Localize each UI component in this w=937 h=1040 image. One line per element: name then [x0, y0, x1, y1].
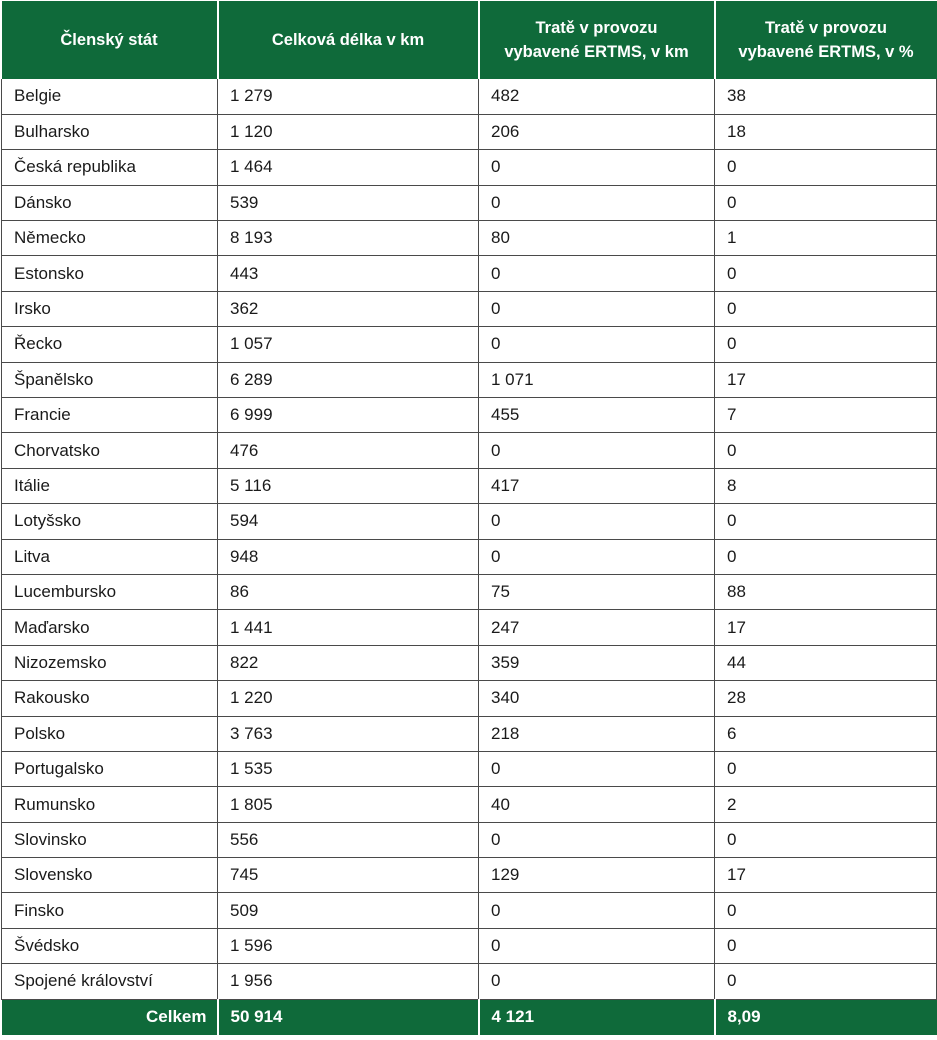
table-row [2, 822, 937, 857]
cell-ertms-pct: 0 [715, 327, 937, 362]
cell-ertms-pct: 0 [715, 822, 937, 857]
cell-total-length: 1 805 [218, 787, 479, 822]
cell-total-length: 1 535 [218, 751, 479, 786]
header-ertms-pct-line1: Tratě v provozu [765, 19, 887, 37]
cell-total-length: 822 [218, 645, 479, 680]
cell-ertms-km: 247 [479, 610, 715, 645]
cell-ertms-pct: 0 [715, 150, 937, 185]
table-row [2, 398, 937, 433]
table-row [2, 150, 937, 185]
cell-total-length: 509 [218, 893, 479, 928]
cell-member-state: Lucembursko [2, 574, 218, 609]
table-row [2, 787, 937, 822]
table-row [2, 645, 937, 680]
cell-ertms-pct: 1 [715, 221, 937, 256]
cell-ertms-km: 0 [479, 150, 715, 185]
table-row [2, 79, 937, 114]
cell-ertms-pct: 0 [715, 539, 937, 574]
cell-total-length: 5 116 [218, 468, 479, 503]
cell-member-state: Portugalsko [2, 751, 218, 786]
cell-ertms-km: 75 [479, 574, 715, 609]
cell-member-state: Litva [2, 539, 218, 574]
cell-member-state: Itálie [2, 468, 218, 503]
cell-ertms-pct: 88 [715, 574, 937, 609]
cell-ertms-pct: 0 [715, 433, 937, 468]
table-row [2, 362, 937, 397]
cell-total-length: 86 [218, 574, 479, 609]
cell-ertms-km: 0 [479, 504, 715, 539]
cell-member-state: Spojené království [2, 964, 218, 999]
cell-ertms-km: 359 [479, 645, 715, 680]
cell-ertms-pct: 28 [715, 681, 937, 716]
cell-ertms-pct: 38 [715, 79, 937, 114]
cell-total-length: 1 441 [218, 610, 479, 645]
cell-ertms-km: 0 [479, 893, 715, 928]
cell-member-state: Estonsko [2, 256, 218, 291]
cell-ertms-pct: 6 [715, 716, 937, 751]
cell-ertms-km: 0 [479, 539, 715, 574]
cell-ertms-km: 417 [479, 468, 715, 503]
cell-member-state: Švédsko [2, 928, 218, 963]
cell-total-length: 1 464 [218, 150, 479, 185]
total-row [2, 999, 937, 1035]
table-row [2, 114, 937, 149]
cell-ertms-pct: 0 [715, 185, 937, 220]
cell-ertms-pct: 44 [715, 645, 937, 680]
cell-ertms-pct: 0 [715, 751, 937, 786]
table-row [2, 858, 937, 893]
cell-ertms-pct: 17 [715, 362, 937, 397]
cell-ertms-km: 0 [479, 822, 715, 857]
cell-ertms-km: 455 [479, 398, 715, 433]
cell-ertms-km: 0 [479, 256, 715, 291]
cell-ertms-pct: 0 [715, 504, 937, 539]
cell-total-length: 476 [218, 433, 479, 468]
table-body [2, 79, 937, 999]
table-row [2, 504, 937, 539]
cell-ertms-pct: 17 [715, 610, 937, 645]
cell-member-state: Francie [2, 398, 218, 433]
cell-member-state: Polsko [2, 716, 218, 751]
cell-total-length: 1 956 [218, 964, 479, 999]
table-row [2, 327, 937, 362]
cell-ertms-pct: 0 [715, 291, 937, 326]
cell-member-state: Belgie [2, 79, 218, 114]
table-row [2, 751, 937, 786]
table-header [2, 1, 937, 79]
header-ertms-pct [715, 1, 937, 79]
table-row [2, 221, 937, 256]
cell-ertms-pct: 2 [715, 787, 937, 822]
cell-total-length: 3 763 [218, 716, 479, 751]
cell-ertms-pct: 0 [715, 256, 937, 291]
table-row [2, 185, 937, 220]
header-ertms-pct-line2: vybavené ERTMS, v % [738, 43, 914, 61]
cell-member-state: Dánsko [2, 185, 218, 220]
header-total-length: Celková délka v km [218, 1, 479, 79]
cell-ertms-pct: 0 [715, 893, 937, 928]
cell-total-length: 539 [218, 185, 479, 220]
table-row [2, 716, 937, 751]
total-ertms-km: 4 121 [479, 999, 715, 1035]
cell-ertms-km: 218 [479, 716, 715, 751]
table-row [2, 433, 937, 468]
cell-member-state: Lotyšsko [2, 504, 218, 539]
table-row [2, 681, 937, 716]
cell-total-length: 556 [218, 822, 479, 857]
cell-member-state: Česká republika [2, 150, 218, 185]
cell-ertms-km: 0 [479, 751, 715, 786]
table-row [2, 928, 937, 963]
cell-total-length: 594 [218, 504, 479, 539]
cell-ertms-pct: 0 [715, 928, 937, 963]
total-label: Celkem [2, 999, 218, 1035]
cell-ertms-pct: 8 [715, 468, 937, 503]
table-row [2, 610, 937, 645]
cell-member-state: Chorvatsko [2, 433, 218, 468]
cell-member-state: Finsko [2, 893, 218, 928]
table-row [2, 893, 937, 928]
cell-total-length: 1 057 [218, 327, 479, 362]
cell-ertms-km: 340 [479, 681, 715, 716]
cell-total-length: 948 [218, 539, 479, 574]
cell-total-length: 1 279 [218, 79, 479, 114]
cell-member-state: Bulharsko [2, 114, 218, 149]
cell-ertms-km: 0 [479, 928, 715, 963]
cell-ertms-km: 129 [479, 858, 715, 893]
cell-ertms-km: 40 [479, 787, 715, 822]
cell-total-length: 8 193 [218, 221, 479, 256]
cell-total-length: 1 596 [218, 928, 479, 963]
table-footer [2, 999, 937, 1035]
cell-ertms-km: 0 [479, 291, 715, 326]
cell-ertms-km: 206 [479, 114, 715, 149]
table-row [2, 964, 937, 999]
cell-total-length: 1 120 [218, 114, 479, 149]
cell-ertms-pct: 18 [715, 114, 937, 149]
cell-member-state: Německo [2, 221, 218, 256]
cell-member-state: Maďarsko [2, 610, 218, 645]
cell-ertms-pct: 7 [715, 398, 937, 433]
cell-member-state: Slovensko [2, 858, 218, 893]
cell-ertms-km: 0 [479, 327, 715, 362]
cell-member-state: Irsko [2, 291, 218, 326]
cell-total-length: 443 [218, 256, 479, 291]
header-ertms-km-line1: Tratě v provozu [535, 19, 658, 37]
cell-ertms-km: 0 [479, 964, 715, 999]
table-row [2, 291, 937, 326]
header-member-state: Členský stát [2, 1, 218, 79]
ertms-table [1, 1, 937, 1035]
cell-ertms-km: 0 [479, 433, 715, 468]
table-row [2, 468, 937, 503]
header-ertms-km [479, 1, 715, 79]
cell-total-length: 6 999 [218, 398, 479, 433]
cell-member-state: Rumunsko [2, 787, 218, 822]
cell-total-length: 745 [218, 858, 479, 893]
cell-member-state: Slovinsko [2, 822, 218, 857]
table-row [2, 574, 937, 609]
cell-total-length: 362 [218, 291, 479, 326]
cell-member-state: Španělsko [2, 362, 218, 397]
cell-ertms-pct: 17 [715, 858, 937, 893]
cell-ertms-km: 0 [479, 185, 715, 220]
header-ertms-km-line2: vybavené ERTMS, v km [504, 43, 689, 61]
cell-ertms-pct: 0 [715, 964, 937, 999]
cell-member-state: Řecko [2, 327, 218, 362]
header-row [2, 1, 937, 79]
cell-member-state: Rakousko [2, 681, 218, 716]
cell-total-length: 6 289 [218, 362, 479, 397]
cell-ertms-km: 80 [479, 221, 715, 256]
cell-ertms-km: 1 071 [479, 362, 715, 397]
table-row [2, 539, 937, 574]
cell-ertms-km: 482 [479, 79, 715, 114]
table-row [2, 256, 937, 291]
cell-member-state: Nizozemsko [2, 645, 218, 680]
total-ertms-pct: 8,09 [715, 999, 937, 1035]
cell-total-length: 1 220 [218, 681, 479, 716]
total-length: 50 914 [218, 999, 479, 1035]
